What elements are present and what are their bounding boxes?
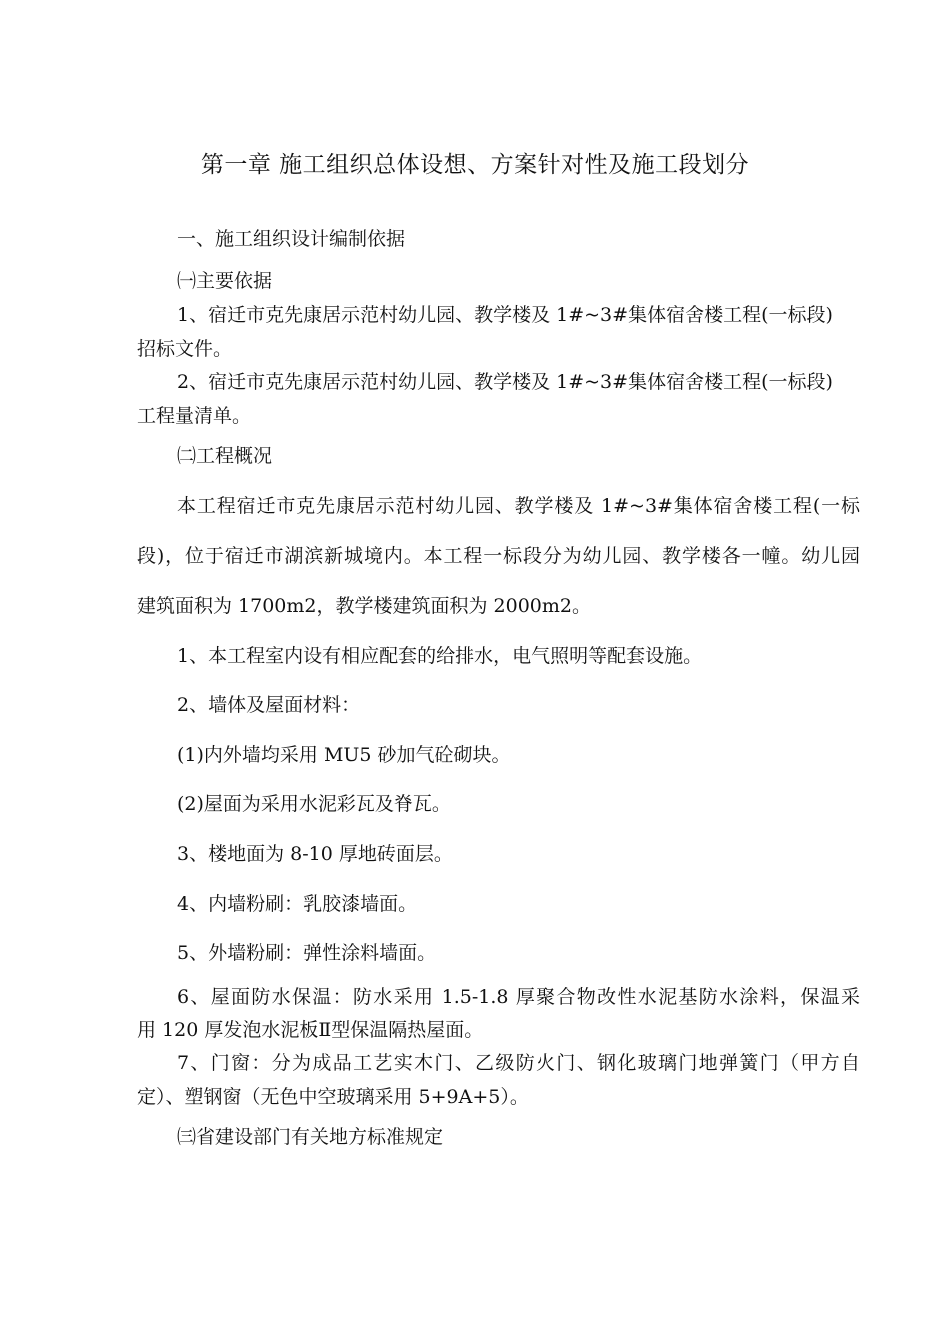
subsection-heading-overview: ㈡工程概况	[177, 445, 273, 467]
subsection-heading-basis: ㈠主要依据	[177, 270, 273, 292]
subsection-heading-standards: ㈢省建设部门有关地方标准规定	[177, 1126, 444, 1148]
chapter-title: 第一章 施工组织总体设想、方案针对性及施工段划分	[200, 152, 750, 178]
overview-point-5: 5、外墙粉刷：弹性涂料墙面。	[177, 942, 437, 964]
overview-point-7-line-1: 7、门窗：分为成品工艺实木门、乙级防火门、钢化玻璃门地弹簧门（甲方自	[177, 1052, 860, 1074]
basis-item-1-line-2: 招标文件。	[137, 338, 233, 360]
overview-point-1: 1、本工程室内设有相应配套的给排水，电气照明等配套设施。	[177, 645, 703, 667]
overview-line-2: 段)，位于宿迁市湖滨新城境内。本工程一标段分为幼儿园、教学楼各一幢。幼儿园	[137, 545, 860, 567]
overview-point-2b: (2)屋面为采用水泥彩瓦及脊瓦。	[177, 793, 451, 815]
overview-point-6-line-2: 用 120 厚发泡水泥板Ⅱ型保温隔热屋面。	[137, 1019, 484, 1041]
overview-point-2a: (1)内外墙均采用 MU5 砂加气砼砌块。	[177, 744, 511, 766]
basis-item-2-line-1: 2、宿迁市克先康居示范村幼儿园、教学楼及 1#~3#集体宿舍楼工程(一标段)	[177, 371, 833, 393]
overview-point-7-line-2: 定）、塑钢窗（无色中空玻璃采用 5+9A+5）。	[137, 1086, 529, 1108]
overview-point-6-line-1: 6、屋面防水保温：防水采用 1.5-1.8 厚聚合物改性水泥基防水涂料，保温采	[177, 986, 860, 1008]
section-heading: 一、施工组织设计编制依据	[177, 228, 406, 250]
overview-point-4: 4、内墙粉刷：乳胶漆墙面。	[177, 893, 418, 915]
basis-item-1-line-1: 1、宿迁市克先康居示范村幼儿园、教学楼及 1#~3#集体宿舍楼工程(一标段)	[177, 304, 833, 326]
overview-point-3: 3、楼地面为 8-10 厚地砖面层。	[177, 843, 453, 865]
overview-line-3: 建筑面积为 1700m2，教学楼建筑面积为 2000m2。	[137, 595, 591, 617]
overview-point-2: 2、墙体及屋面材料：	[177, 694, 361, 716]
basis-item-2-line-2: 工程量清单。	[137, 405, 252, 427]
overview-line-1: 本工程宿迁市克先康居示范村幼儿园、教学楼及 1#~3#集体宿舍楼工程(一标	[177, 495, 860, 517]
